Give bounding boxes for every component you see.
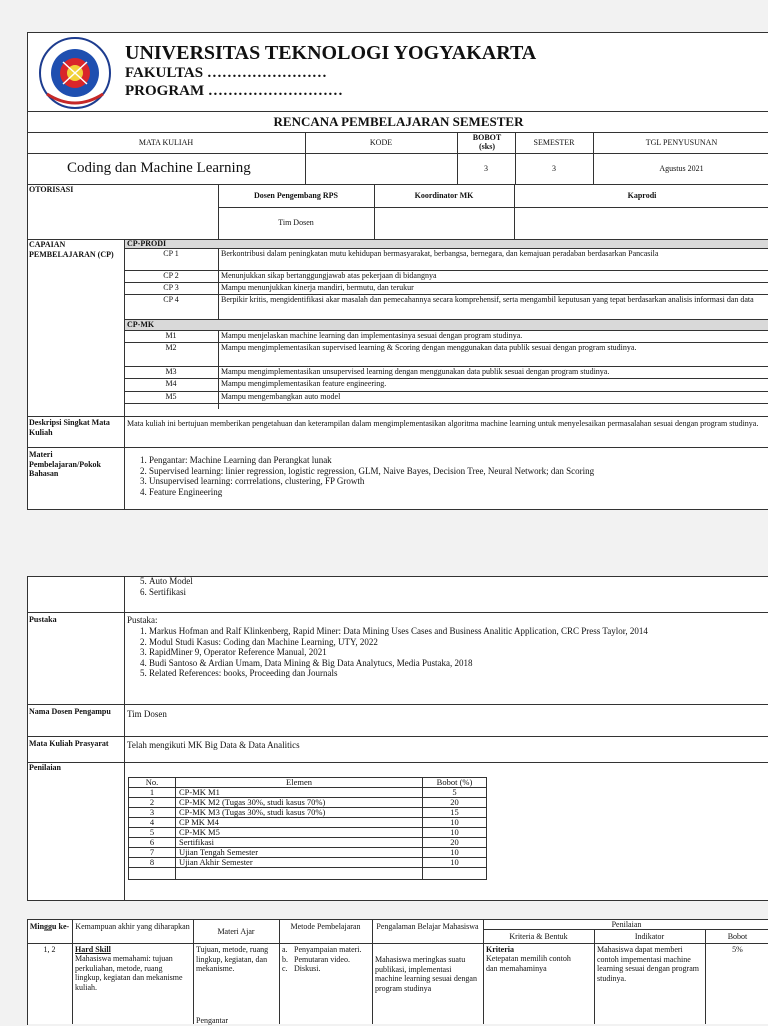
- cp-label: CAPAIAN PEMBELAJARAN (CP): [29, 240, 114, 259]
- cp-mk-code: M3: [165, 367, 177, 376]
- prasyarat-label: Mata Kuliah Prasyarat: [29, 739, 109, 748]
- pengampu-label: Nama Dosen Pengampu: [29, 707, 111, 716]
- materi-item: 3. Unsupervised learning: corrrelations, clustering, FP Growth: [149, 476, 768, 487]
- weekly-h-metode: Metode Pembelajaran: [290, 922, 361, 931]
- penilaian-bobot: 20: [423, 798, 487, 808]
- penilaian-elemen: CP-MK M5: [176, 828, 423, 838]
- penilaian-elemen: Ujian Tengah Semester: [176, 848, 423, 858]
- cp-prodi-text: Menunjukkan sikap bertanggungjawab atas pekerjaan di bidangnya: [221, 271, 437, 280]
- cp-prodi-label: CP-PRODI: [127, 239, 167, 248]
- materi-list: [127, 455, 768, 497]
- pengampu-value: Tim Dosen: [127, 709, 167, 719]
- cp-prodi-band: [125, 240, 768, 248]
- cp-prodi-text: Berkontribusi dalam peningkatan mutu kehidupan bermasyarakat, berbangsa, bernegara, dan kemajuan peradaban berdasarkan Pancasila: [221, 249, 659, 258]
- weekly-kriteria: Ketepatan memilih contoh dan memahaminya: [486, 954, 571, 973]
- materi-list-cont: [127, 576, 768, 597]
- cp-mk-code: M1: [165, 331, 177, 340]
- weekly-skill-title: Hard Skill: [75, 945, 111, 954]
- penilaian-bobot: 15: [423, 808, 487, 818]
- pustaka-intro: Pustaka:: [127, 615, 158, 625]
- weekly-h-bobot: Bobot: [727, 932, 748, 941]
- pustaka-item: 5. Related References: books, Proceeding dan Journals: [149, 668, 768, 679]
- weekly-metode: Penyampaian materi.: [294, 945, 362, 954]
- cp-prodi-text: Mampu menunjukkan kinerja mandiri, bermutu, dan terukur: [221, 283, 414, 292]
- pustaka-item: 4. Budi Santoso & Ardian Umam, Data Mining & Big Data Analytucs, Media Pustaka, 2018: [149, 658, 768, 669]
- penilaian-no: 1: [129, 788, 176, 798]
- penilaian-bobot: 10: [423, 828, 487, 838]
- cp-prodi-code: CP 2: [163, 271, 179, 280]
- col-bobot: BOBOT (sks): [472, 133, 502, 151]
- penilaian-elemen: CP-MK M3 (Tugas 30%, studi kasus 70%): [176, 808, 423, 818]
- deskripsi-text: Mata kuliah ini bertujuan memberikan pengetahuan dan keterampilan dalam mengimplementasikan algoritma machine learning untuk menyelesaikan permasalahan sesuai dengan program studinya.: [127, 419, 759, 428]
- prasyarat-value: Telah mengikuti MK Big Data & Data Analitics: [127, 740, 300, 750]
- deskripsi-label: Deskripsi Singkat Mata Kuliah: [29, 418, 110, 437]
- penilaian-no: 7: [129, 848, 176, 858]
- page-3: [27, 919, 768, 1024]
- weekly-materi-2: Pengantar: [196, 1016, 228, 1025]
- course-bobot: 3: [484, 164, 488, 173]
- col-semester: SEMESTER: [533, 138, 575, 147]
- penilaian-bobot: 10: [423, 818, 487, 828]
- otorisasi-dosen-header: Dosen Pengembang RPS: [253, 191, 338, 200]
- penilaian-bobot: 10: [423, 858, 487, 868]
- penilaian-no: 4: [129, 818, 176, 828]
- weekly-materi: Tujuan, metode, ruang lingkup, kegiatan, dan mekanisme.: [196, 945, 269, 973]
- table-row: [129, 848, 487, 858]
- penilaian-elemen: CP MK M4: [176, 818, 423, 828]
- cp-mk-text: Mampu mengimplementasikan supervised learning & Scoring dengan menggunakan data publik sesuai dengan program studinya.: [221, 343, 637, 352]
- penilaian-no: 5: [129, 828, 176, 838]
- penilaian-elemen: Sertifikasi: [176, 838, 423, 848]
- table-row: [129, 818, 487, 828]
- page-2: [27, 576, 768, 901]
- table-row: [129, 788, 487, 798]
- penilaian-bobot: 5: [423, 788, 487, 798]
- weekly-kriteria-title: Kriteria: [486, 945, 514, 954]
- cp-prodi-code: CP 3: [163, 283, 179, 292]
- weekly-h-indikator: Indikator: [634, 932, 665, 941]
- otorisasi-dosen-value: Tim Dosen: [278, 218, 314, 227]
- pustaka-list: [127, 626, 768, 679]
- cp-prodi-text: Berpikir kritis, mengidentifikasi akar masalah dan pemecahannya secara komprehensif, serta mengambil keputusan yang tepat berdasarkan analisis informasi dan data: [221, 295, 754, 304]
- cp-mk-label: CP-MK: [127, 320, 155, 329]
- faculty-line: FAKULTAS ……………………: [125, 65, 327, 81]
- pustaka-item: 3. RapidMiner 9, Operator Reference Manual, 2021: [149, 647, 768, 658]
- cp-mk-text: Mampu mengembangkan auto model: [221, 392, 341, 401]
- penilaian-bobot: 20: [423, 838, 487, 848]
- weekly-indikator: Mahasiswa dapat memberi contoh impementasi machine learning sesuai dengan program studinya.: [597, 945, 699, 983]
- pustaka-label: Pustaka: [29, 615, 57, 624]
- cp-prodi-code: CP 4: [163, 295, 179, 304]
- penilaian-h-no: No.: [129, 778, 176, 788]
- penilaian-elemen: Ujian Akhir Semester: [176, 858, 423, 868]
- pustaka-item: 2. Modul Studi Kasus: Coding dan Machine Learning, UTY, 2022: [149, 637, 768, 648]
- cp-mk-code: M5: [165, 392, 177, 401]
- materi-label: Materi Pembelajaran/Pokok Bahasan: [29, 450, 101, 478]
- penilaian-label: Penilaian: [29, 763, 62, 772]
- table-row: [129, 838, 487, 848]
- course-name: Coding dan Machine Learning: [67, 160, 251, 176]
- course-semester: 3: [552, 164, 556, 173]
- penilaian-h-elemen: Elemen: [176, 778, 423, 788]
- penilaian-bobot: 10: [423, 848, 487, 858]
- cp-prodi-code: CP 1: [163, 249, 179, 258]
- col-mata-kuliah: MATA KULIAH: [138, 138, 194, 147]
- weekly-metode: Diskusi.: [294, 964, 321, 973]
- page-1: [27, 32, 768, 510]
- table-row: [129, 798, 487, 808]
- weekly-h-minggu: Minggu ke-: [29, 922, 70, 931]
- weekly-metode-list: a. Penyampaian materi. b. Pemutaran video. c. Diskusi.: [282, 945, 370, 974]
- materi-item: 2. Supervised learning: linier regression, logistic regression, GLM, Naive Bayes, Decision Tree, Neural Network; dan Scoring: [149, 466, 768, 477]
- weekly-h-kemampuan: Kemampuan akhir yang diharapkan: [75, 922, 190, 931]
- table-row: [129, 828, 487, 838]
- penilaian-elemen: CP-MK M1: [176, 788, 423, 798]
- col-tgl: TGL PENYUSUNAN: [645, 138, 718, 147]
- penilaian-no: 3: [129, 808, 176, 818]
- weekly-pengalaman: Mahasiswa meringkas suatu publikasi, implementasi machine learning sesuai dengan program studinya: [375, 955, 477, 993]
- otorisasi-kaprodi-header: Kaprodi: [627, 191, 657, 200]
- university-logo: [33, 36, 117, 111]
- penilaian-table: [128, 777, 487, 880]
- doc-title: RENCANA PEMBELAJARAN SEMESTER: [273, 114, 524, 129]
- penilaian-elemen: CP-MK M2 (Tugas 30%, studi kasus 70%): [176, 798, 423, 808]
- otorisasi-label: OTORISASI: [29, 185, 74, 194]
- col-kode: KODE: [369, 138, 393, 147]
- weekly-metode: Pemutaran video.: [294, 954, 350, 964]
- weekly-h-materi: Materi Ajar: [217, 927, 255, 936]
- penilaian-h-bobot: Bobot (%): [423, 778, 487, 788]
- cp-mk-band: [125, 320, 768, 330]
- penilaian-no: 8: [129, 858, 176, 868]
- table-row: [129, 868, 487, 880]
- cp-mk-code: M4: [165, 379, 177, 388]
- materi-item: 1. Pengantar: Machine Learning dan Perangkat lunak: [149, 455, 768, 466]
- cp-mk-code: M2: [165, 343, 177, 352]
- weekly-h-pengalaman: Pengalaman Belajar Mahasiswa: [376, 922, 479, 931]
- materi-item: 4. Feature Engineering: [149, 487, 768, 498]
- weekly-h-penilaian: Penilaian: [611, 920, 642, 929]
- materi-item: 5. Auto Model: [149, 576, 768, 587]
- cp-mk-text: Mampu menjelaskan machine learning dan implementasinya sesuai dengan program studinya.: [221, 331, 523, 340]
- weekly-bobot: 5%: [732, 945, 743, 954]
- cp-mk-text: Mampu mengimplementasikan unsupervised learning dengan menggunakan data publik sesuai dengan program studinya.: [221, 367, 610, 376]
- otorisasi-koord-header: Koordinator MK: [414, 191, 474, 200]
- table-row: [129, 808, 487, 818]
- weekly-minggu: 1, 2: [43, 945, 56, 954]
- weekly-skill-text: Mahasiswa memahami: tujuan perkuliahan, metode, ruang lingkup, kegiatan dan mekanisme kuliah.: [75, 954, 183, 992]
- weekly-h-kriteria: Kriteria & Bentuk: [509, 932, 568, 941]
- university-name: UNIVERSITAS TEKNOLOGI YOGYAKARTA: [125, 42, 537, 64]
- materi-item: 6. Sertifikasi: [149, 587, 768, 598]
- program-line: PROGRAM ………………………: [125, 83, 343, 99]
- penilaian-no: 6: [129, 838, 176, 848]
- penilaian-no: 2: [129, 798, 176, 808]
- pustaka-item: 1. Markus Hofman and Ralf Klinkenberg, Rapid Miner: Data Mining Uses Cases and Business Analitic Application, CRC Press Taylor, 2014: [149, 626, 768, 637]
- course-tgl: Agustus 2021: [659, 164, 704, 173]
- table-row: [129, 858, 487, 868]
- cp-mk-text: Mampu mengimplementasikan feature engineering.: [221, 379, 387, 388]
